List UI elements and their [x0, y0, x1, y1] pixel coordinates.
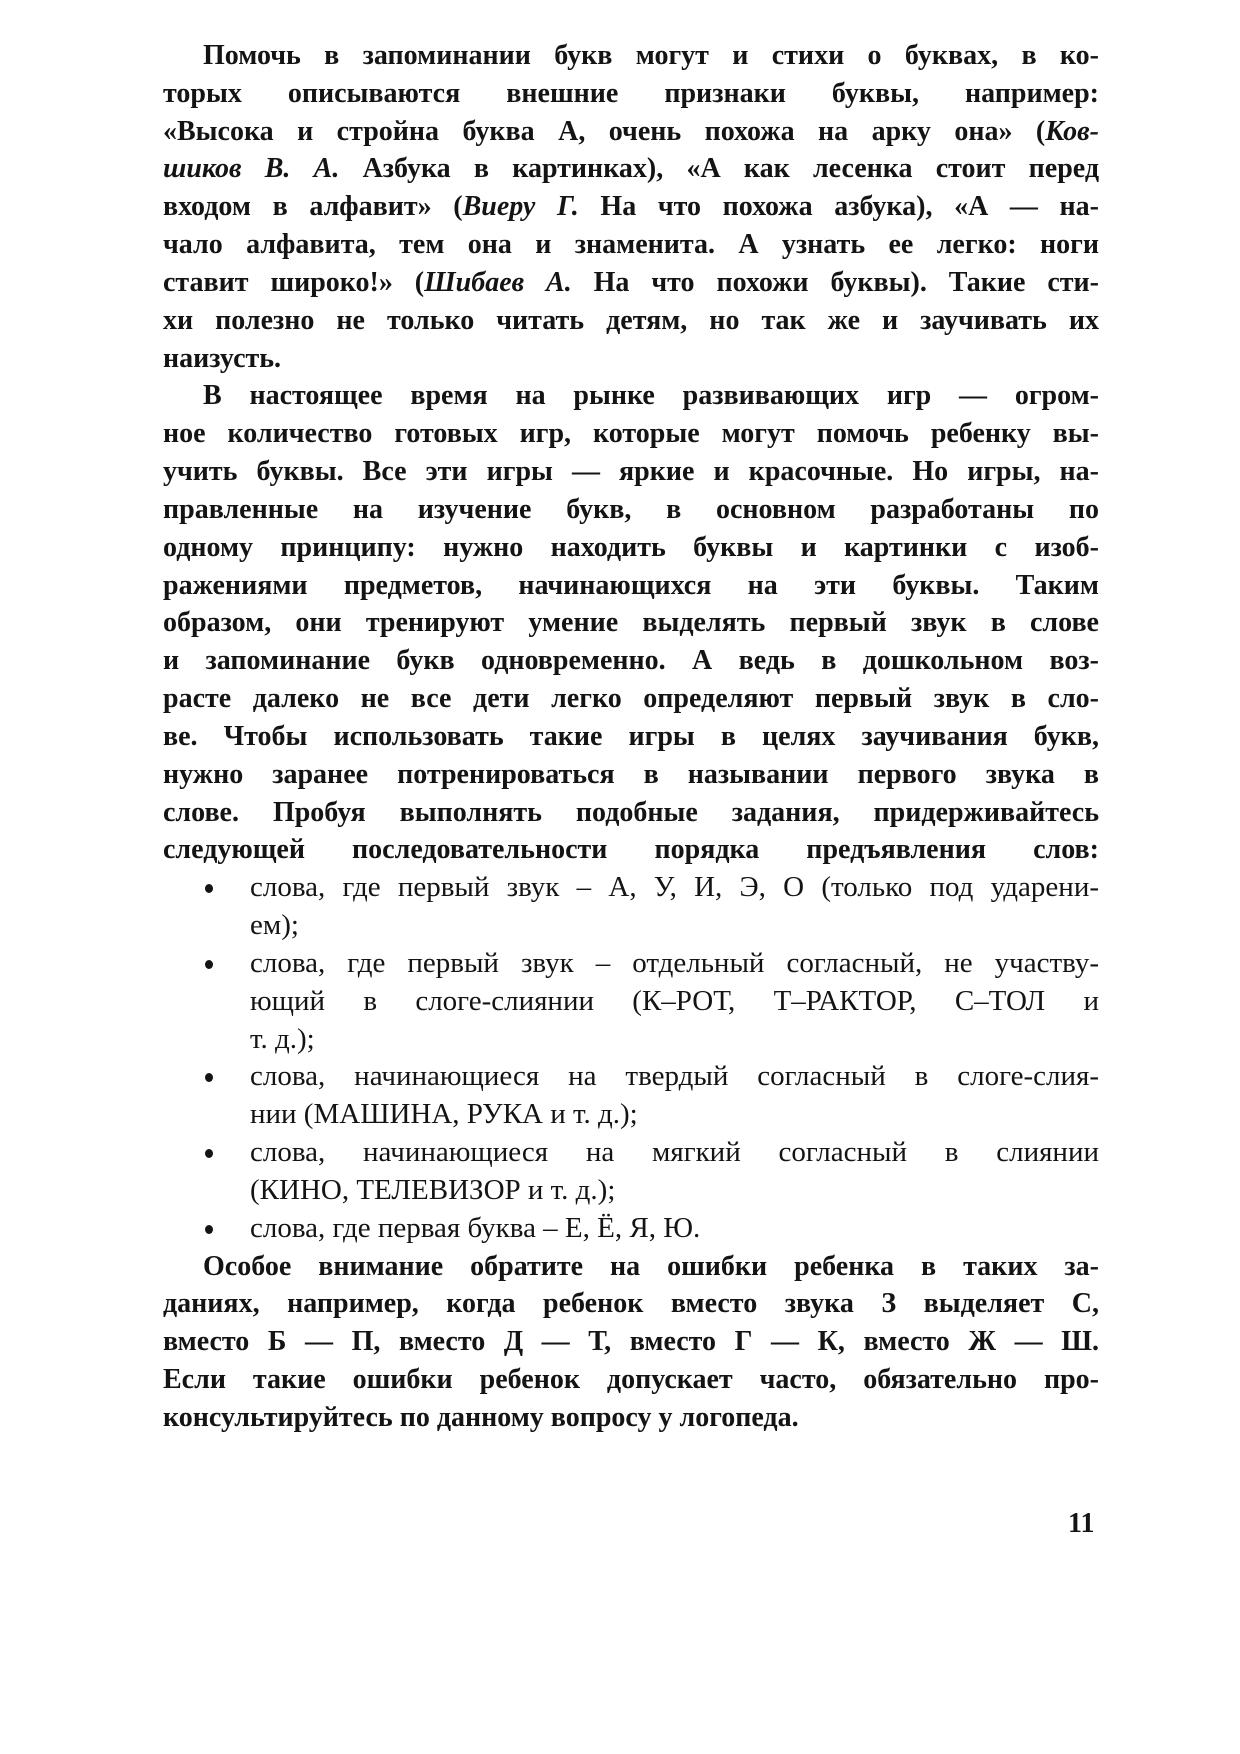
paragraph [163, 377, 1099, 869]
text-line [163, 264, 1099, 302]
text-segment: слова, где первый звук – А, У, И, Э, О (только под ударени- [250, 871, 1099, 904]
text-line [163, 1172, 1099, 1210]
list-item [163, 1134, 1099, 1210]
text-segment: ное количество готовых игр, которые могут помочь ребенку вы- [163, 418, 1099, 450]
text-segment: слова, начинающиеся на твердый согласный в слоге-слия- [250, 1060, 1099, 1093]
text-segment: ражениями предметов, начинающихся на эти буквы. Таким [163, 569, 1099, 601]
text-line: вместо Б — П, вместо Д — Т, вместо Г — К, вместо Ж — Ш. [163, 1326, 1099, 1358]
text-segment: (КИНО, ТЕЛЕВИЗОР и т. д.); [250, 1173, 616, 1206]
text-segment: правленные на изучение букв, в основном разработаны по [163, 493, 1099, 525]
text-line [163, 226, 1099, 264]
text-line [163, 150, 1099, 188]
text-line [163, 1134, 1099, 1172]
bullet-icon [205, 1149, 213, 1158]
bullet-icon [205, 1225, 213, 1234]
text-line [163, 37, 1099, 75]
text-line [163, 642, 1099, 680]
text-line [163, 340, 1099, 378]
text-segment: расте далеко не все дети легко определяют первый звук в сло- [163, 683, 1099, 715]
bullet-icon [205, 960, 213, 969]
text-line: даниях, например, когда ребенок вместо звука З выделяет С, [163, 1288, 1099, 1320]
text-segment: «Высока и стройна буква А, очень похожа на арку она» ( [163, 115, 1046, 147]
text-segment: ющий в слоге-слиянии (К–РОТ, Т–РАКТОР, С–ТОЛ и [250, 984, 1099, 1017]
text-line: Особое внимание обратите на ошибки ребенка в таких за- [203, 1250, 1099, 1282]
paragraph [163, 1248, 1099, 1437]
text-segment: образом, они тренируют умение выделять первый звук в слове [163, 607, 1099, 639]
text-segment: нужно заранее потренироваться в назывании первого звука в [163, 758, 1099, 790]
text-segment: и запоминание букв одновременно. А ведь в дошкольном воз- [163, 645, 1099, 677]
text-segment: входом в алфавит» ( [163, 191, 463, 223]
text-segment: На что похожа азбука), «А — на- [578, 191, 1100, 223]
text-line [163, 491, 1099, 529]
bullet-list [163, 869, 1099, 1247]
text-segment: ем); [250, 909, 299, 942]
text-segment: Азбука в картинках), «А как лесенка стоит перед [339, 153, 1099, 185]
text-segment: ве. Чтобы использовать такие игры в целях заучивания букв, [163, 720, 1099, 752]
text-line [163, 377, 1099, 415]
text-line [163, 983, 1099, 1021]
list-item [163, 1210, 1099, 1248]
text-segment: слова, где первый звук – отдельный согласный, не участву- [250, 946, 1099, 979]
text-segment: ставит широко!» ( [163, 266, 425, 298]
text-line [163, 188, 1099, 226]
text-line [163, 831, 1099, 869]
text-line [163, 604, 1099, 642]
citation-author: Шибаев А. [424, 266, 572, 298]
text-line [163, 680, 1099, 718]
citation-author: Виеру Г. [462, 191, 579, 223]
bullet-icon [205, 884, 213, 893]
citation-author: шиков В. А. [163, 153, 340, 185]
text-segment: учить буквы. Все эти игры — яркие и красочные. Но игры, на- [163, 456, 1099, 488]
text-line [163, 756, 1099, 794]
citation-author: Ков- [1045, 115, 1099, 147]
text-line [163, 453, 1099, 491]
text-segment: т. д.); [250, 1022, 315, 1055]
text-segment: торых описываются внешние признаки буквы, например: [163, 77, 1099, 109]
text-segment: нии (МАШИНА, РУКА и т. д.); [250, 1098, 638, 1131]
text-segment: чало алфавита, тем она и знаменита. А узнать ее легко: ноги [163, 229, 1099, 261]
text-segment: слове. Пробуя выполнять подобные задания, придерживайтесь [163, 796, 1099, 828]
paragraph [163, 37, 1099, 377]
text-line [163, 1096, 1099, 1134]
page-number: 11 [1068, 1508, 1095, 1539]
text-segment: Помочь в запоминании букв могут и стихи о буквах, в ко- [203, 40, 1099, 71]
text-segment: наизусть. [163, 342, 282, 374]
text-segment: На что похожи буквы). Такие сти- [571, 266, 1099, 298]
text-line [163, 113, 1099, 151]
list-item [163, 945, 1099, 1058]
text-line [163, 1021, 1099, 1059]
text-segment: слова, начинающиеся на мягкий согласный в слиянии [250, 1136, 1099, 1169]
text-line [163, 794, 1099, 832]
list-item [163, 1058, 1099, 1134]
text-segment: хи полезно не только читать детям, но так же и заучивать их [163, 304, 1099, 336]
text-segment: В настоящее время на рынке развивающих игр — огром- [203, 380, 1099, 412]
bullet-icon [205, 1073, 213, 1082]
text-line [163, 1210, 1099, 1248]
page-body [163, 37, 1099, 1437]
text-line [163, 1058, 1099, 1096]
text-line [163, 529, 1099, 567]
text-segment: одному принципу: нужно находить буквы и картинки с изоб- [163, 531, 1099, 563]
text-line: Если такие ошибки ребенок допускает часто, обязательно про- [163, 1363, 1099, 1395]
text-line [163, 907, 1099, 945]
text-line [163, 869, 1099, 907]
text-line [163, 567, 1099, 605]
list-item [163, 869, 1099, 945]
text-line [163, 302, 1099, 340]
text-line [163, 75, 1099, 113]
text-line: консультируйтесь по данному вопросу у логопеда. [163, 1401, 799, 1433]
text-segment: следующей последовательности порядка предъявления слов: [163, 834, 1099, 866]
text-line [163, 415, 1099, 453]
text-segment: слова, где первая буква – Е, Ё, Я, Ю. [250, 1211, 701, 1244]
text-line [163, 718, 1099, 756]
text-line [163, 945, 1099, 983]
